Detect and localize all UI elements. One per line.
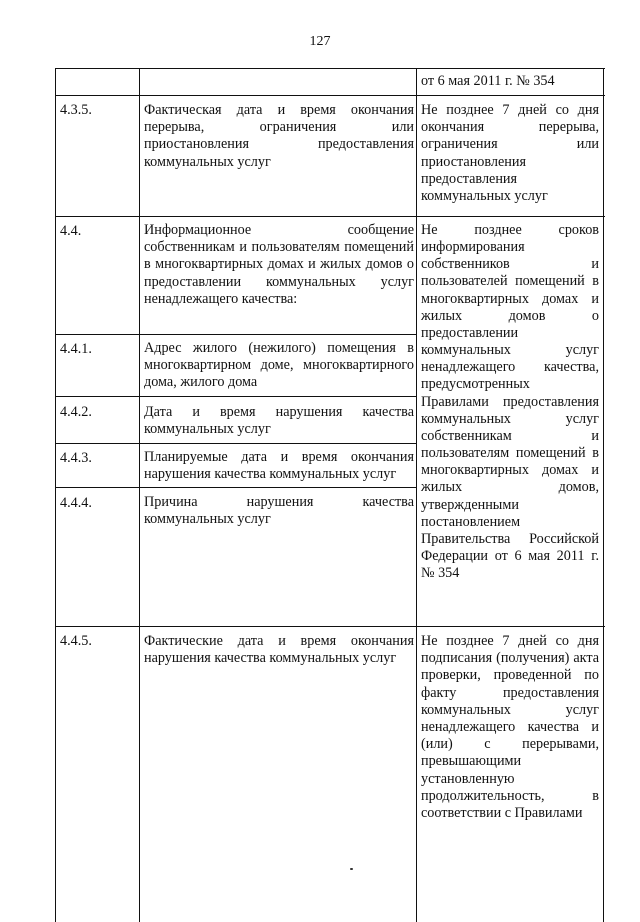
row-0-deadline: от 6 мая 2011 г. № 354 (421, 73, 555, 89)
page-number: 127 (309, 34, 331, 49)
row-4-4-1-name: Адрес жилого (нежилого) помещения в многоквартирном доме, многоквартирного дома, жилого дома (144, 340, 414, 391)
row-4-4-1-number: 4.4.1. (60, 341, 92, 357)
row-4-4-3-name: Планируемые дата и время окончания нарушения качества коммунальных услуг (144, 449, 414, 483)
row-4-3-5-deadline: Не позднее 7 дней со дня окончания перерыва, ограничения или приостановления предоставления коммунальных услуг (421, 102, 599, 205)
row-4-4-4-number: 4.4.4. (60, 495, 92, 511)
row-4-3-5-name: Фактическая дата и время окончания перерыва, ограничения или приостановления предоставления коммунальных услуг (144, 102, 414, 170)
row-4-4-number: 4.4. (60, 223, 82, 239)
row-4-4-2-number: 4.4.2. (60, 404, 92, 420)
row-4-3-5-number: 4.3.5. (60, 102, 92, 118)
row-4-4-name: Информационное сообщение собственникам и пользователям помещений в многоквартирных домах и жилых домов о предоставлении коммунальных услуг ненадлежащего качества: (144, 222, 414, 307)
scan-speck (350, 868, 353, 870)
row-4-4-merged-deadline: Не позднее сроков информирования собственников и пользователей помещений в многоквартирных домах и жилых домов о предоставлении коммунальных услуг ненадлежащего качества, предусмотренных Правилами предоставления коммунальных услуг собственникам и пользователям помещений в многоквартирных домах и жилых домов, утвержденными постановлением Правительства Российской Федерации от 6 мая 2011 г. № 354 (421, 222, 599, 582)
row-4-4-5-number: 4.4.5. (60, 633, 92, 649)
row-4-4-2-name: Дата и время нарушения качества коммунальных услуг (144, 404, 414, 438)
row-4-4-4-name: Причина нарушения качества коммунальных услуг (144, 494, 414, 528)
row-4-4-3-number: 4.4.3. (60, 450, 92, 466)
row-4-4-5-deadline: Не позднее 7 дней со дня подписания (получения) акта проверки, проведенной по факту предоставления коммунальных услуг ненадлежащего качества и (или) с перерывами, превышающими установленную продолжительность, в соответствии с Правилами (421, 633, 599, 822)
row-4-4-5-name: Фактические дата и время окончания нарушения качества коммунальных услуг (144, 633, 414, 667)
